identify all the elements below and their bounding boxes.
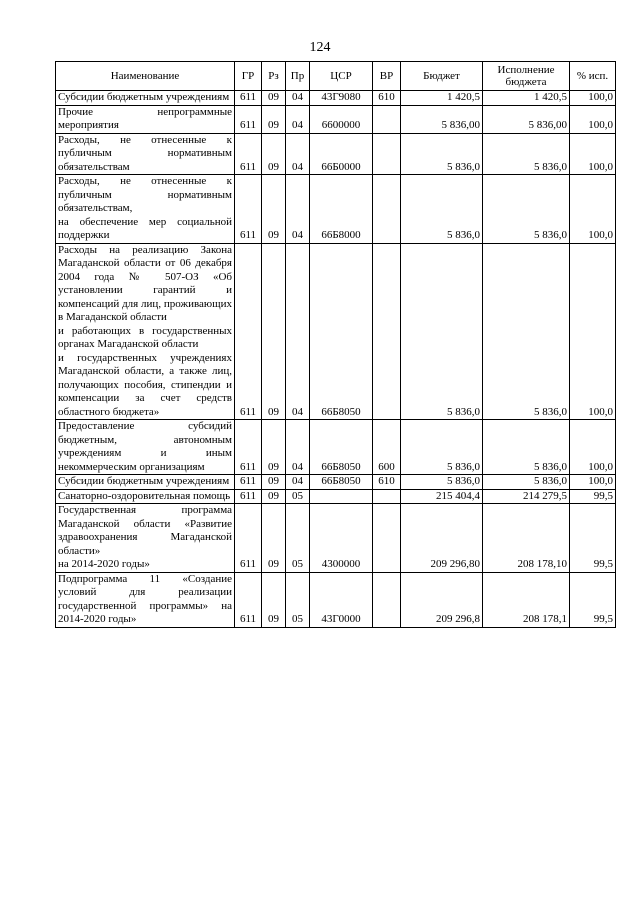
row-gr: 611: [235, 133, 262, 175]
row-budget: 5 836,0: [401, 133, 483, 175]
row-name: Государственная программа Магаданской области «Развитие здравоохранения Магаданской области» на 2014-2020 годы»: [56, 504, 235, 573]
row-execution: 5 836,0: [483, 475, 570, 490]
row-vr: [373, 489, 401, 504]
row-execution: 5 836,00: [483, 105, 570, 133]
row-rz: 09: [262, 489, 286, 504]
table-row: [56, 105, 616, 133]
row-csr: 66Б8050: [310, 475, 373, 490]
row-vr: 610: [373, 91, 401, 106]
row-rz: 09: [262, 105, 286, 133]
row-pr: 04: [286, 133, 310, 175]
row-name: Субсидии бюджетным учреждениям: [56, 475, 235, 490]
row-rz: 09: [262, 504, 286, 573]
row-pr: 04: [286, 420, 310, 475]
row-name: Субсидии бюджетным учреждениям: [56, 91, 235, 106]
row-budget: 215 404,4: [401, 489, 483, 504]
row-execution: 5 836,0: [483, 175, 570, 244]
row-percent: 100,0: [570, 175, 616, 244]
row-pr: 04: [286, 105, 310, 133]
row-gr: 611: [235, 475, 262, 490]
table-row: [56, 475, 616, 490]
row-vr: [373, 243, 401, 420]
row-execution: 208 178,1: [483, 572, 570, 627]
row-vr: [373, 572, 401, 627]
row-rz: 09: [262, 243, 286, 420]
row-name: Расходы, не отнесенные к публичным нормативным обязательствам, на обеспечение мер социальной поддержки: [56, 175, 235, 244]
row-execution: 5 836,0: [483, 420, 570, 475]
row-execution: 5 836,0: [483, 243, 570, 420]
header-percent: % исп.: [570, 62, 616, 91]
row-pr: 05: [286, 572, 310, 627]
row-rz: 09: [262, 91, 286, 106]
row-budget: 5 836,0: [401, 475, 483, 490]
row-gr: 611: [235, 91, 262, 106]
row-csr: 43Г9080: [310, 91, 373, 106]
header-pr: Пр: [286, 62, 310, 91]
header-vr: ВР: [373, 62, 401, 91]
row-name: Прочие непрограммные мероприятия: [56, 105, 235, 133]
row-csr: [310, 489, 373, 504]
row-vr: [373, 133, 401, 175]
row-budget: 5 836,00: [401, 105, 483, 133]
row-execution: 5 836,0: [483, 133, 570, 175]
row-csr: 66Б8000: [310, 175, 373, 244]
table-row: [56, 489, 616, 504]
header-budget: Бюджет: [401, 62, 483, 91]
row-gr: 611: [235, 504, 262, 573]
header-csr: ЦСР: [310, 62, 373, 91]
table-row: [56, 243, 616, 420]
row-percent: 100,0: [570, 133, 616, 175]
row-csr: 6600000: [310, 105, 373, 133]
row-gr: 611: [235, 420, 262, 475]
row-gr: 611: [235, 572, 262, 627]
header-gr: ГР: [235, 62, 262, 91]
row-gr: 611: [235, 243, 262, 420]
row-pr: 04: [286, 475, 310, 490]
row-budget: 209 296,80: [401, 504, 483, 573]
row-execution: 1 420,5: [483, 91, 570, 106]
row-budget: 5 836,0: [401, 243, 483, 420]
row-csr: 66Б0000: [310, 133, 373, 175]
row-csr: 66Б8050: [310, 420, 373, 475]
row-vr: 610: [373, 475, 401, 490]
row-percent: 100,0: [570, 105, 616, 133]
row-vr: [373, 105, 401, 133]
page-number: 124: [309, 40, 331, 55]
header-rz: Рз: [262, 62, 286, 91]
row-pr: 04: [286, 91, 310, 106]
header-execution: Исполнение бюджета: [483, 62, 570, 91]
row-vr: [373, 504, 401, 573]
row-rz: 09: [262, 572, 286, 627]
row-csr: 43Г0000: [310, 572, 373, 627]
row-csr: 66Б8050: [310, 243, 373, 420]
row-name: Подпрограмма 11 «Создание условий для реализации государственной программы» на 2014-2020 годы»: [56, 572, 235, 627]
row-execution: 214 279,5: [483, 489, 570, 504]
row-name: Санаторно-оздоровительная помощь: [56, 489, 235, 504]
row-pr: 05: [286, 504, 310, 573]
budget-execution-table: [55, 61, 616, 628]
row-percent: 99,5: [570, 489, 616, 504]
row-rz: 09: [262, 475, 286, 490]
table-row: [56, 91, 616, 106]
row-percent: 100,0: [570, 420, 616, 475]
table-header-row: [56, 62, 616, 91]
row-name: Предоставление субсидий бюджетным, автономным учреждениям и иным некоммерческим организациям: [56, 420, 235, 475]
row-budget: 5 836,0: [401, 420, 483, 475]
table-row: [56, 504, 616, 573]
row-budget: 5 836,0: [401, 175, 483, 244]
row-percent: 99,5: [570, 572, 616, 627]
row-name: Расходы на реализацию Закона Магаданской области от 06 декабря 2004 года № 507-ОЗ «Об установлении гарантий и компенсаций для лиц, проживающих в Магаданской области и работающих в государственных органах Магаданской области и государственных учреждениях Магаданской области, а также лиц, получающих пособия, стипендии и компенсации за счет средств областного бюджета»: [56, 243, 235, 420]
row-percent: 100,0: [570, 91, 616, 106]
row-gr: 611: [235, 175, 262, 244]
table-row: [56, 420, 616, 475]
table-row: [56, 572, 616, 627]
row-pr: 04: [286, 243, 310, 420]
row-rz: 09: [262, 133, 286, 175]
header-name: Наименование: [56, 62, 235, 91]
row-percent: 100,0: [570, 475, 616, 490]
row-rz: 09: [262, 420, 286, 475]
row-budget: 209 296,8: [401, 572, 483, 627]
row-vr: 600: [373, 420, 401, 475]
table-row: [56, 133, 616, 175]
row-gr: 611: [235, 105, 262, 133]
row-gr: 611: [235, 489, 262, 504]
row-budget: 1 420,5: [401, 91, 483, 106]
table-row: [56, 175, 616, 244]
row-rz: 09: [262, 175, 286, 244]
row-pr: 05: [286, 489, 310, 504]
row-vr: [373, 175, 401, 244]
row-name: Расходы, не отнесенные к публичным нормативным обязательствам: [56, 133, 235, 175]
row-percent: 100,0: [570, 243, 616, 420]
row-pr: 04: [286, 175, 310, 244]
row-csr: 4300000: [310, 504, 373, 573]
row-percent: 99,5: [570, 504, 616, 573]
row-execution: 208 178,10: [483, 504, 570, 573]
